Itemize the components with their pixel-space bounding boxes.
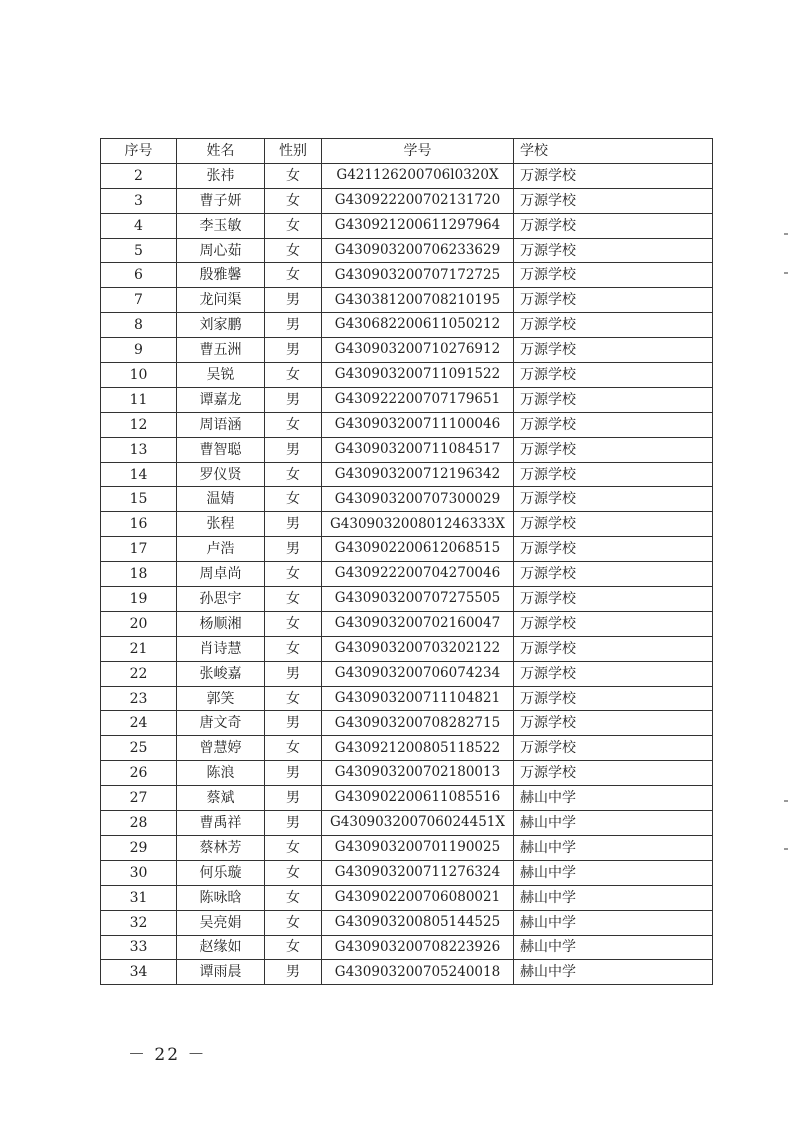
cell-index: 4	[101, 213, 177, 238]
cell-gender: 男	[265, 786, 322, 811]
cell-school: 万源学校	[514, 562, 713, 587]
cell-name: 曹子妍	[177, 188, 265, 213]
cell-index: 34	[101, 960, 177, 985]
cell-school: 万源学校	[514, 587, 713, 612]
cell-student-id: G430922200707179651	[322, 387, 514, 412]
cell-student-id: G430903200705240018	[322, 960, 514, 985]
cell-index: 16	[101, 512, 177, 537]
cell-school: 赫山中学	[514, 835, 713, 860]
table-row	[101, 363, 713, 388]
cell-name: 唐文奇	[177, 711, 265, 736]
cell-student-id: G430903200708223926	[322, 935, 514, 960]
cell-school: 万源学校	[514, 387, 713, 412]
cell-name: 曾慧婷	[177, 736, 265, 761]
cell-index: 6	[101, 263, 177, 288]
cell-student-id: G430903200706074234	[322, 661, 514, 686]
cell-student-id: G430903200711104821	[322, 686, 514, 711]
cell-name: 肖诗慧	[177, 636, 265, 661]
cell-name: 赵缘如	[177, 935, 265, 960]
table-row	[101, 512, 713, 537]
table-row	[101, 238, 713, 263]
cell-student-id: G430922200704270046	[322, 562, 514, 587]
cell-student-id: G421126200706l0320X	[322, 163, 514, 188]
cell-index: 14	[101, 462, 177, 487]
cell-gender: 女	[265, 263, 322, 288]
table-row	[101, 462, 713, 487]
table-row	[101, 910, 713, 935]
cell-gender: 女	[265, 736, 322, 761]
cell-index: 25	[101, 736, 177, 761]
cell-name: 周卓尚	[177, 562, 265, 587]
cell-student-id: G430903200710276912	[322, 338, 514, 363]
cell-index: 30	[101, 860, 177, 885]
table-row	[101, 412, 713, 437]
table-row	[101, 786, 713, 811]
table-row	[101, 611, 713, 636]
cell-index: 22	[101, 661, 177, 686]
cell-name: 卢浩	[177, 537, 265, 562]
cell-index: 19	[101, 587, 177, 612]
table-row	[101, 263, 713, 288]
scan-mark	[784, 233, 788, 235]
cell-index: 33	[101, 935, 177, 960]
cell-student-id: G430902200706080021	[322, 885, 514, 910]
cell-index: 23	[101, 686, 177, 711]
cell-name: 温婧	[177, 487, 265, 512]
cell-student-id: G430682200611050212	[322, 313, 514, 338]
cell-name: 曹禹祥	[177, 811, 265, 836]
scan-mark	[784, 848, 788, 850]
cell-index: 8	[101, 313, 177, 338]
cell-name: 何乐璇	[177, 860, 265, 885]
table-header-row	[101, 139, 713, 164]
cell-gender: 女	[265, 935, 322, 960]
cell-student-id: G430903200805144525	[322, 910, 514, 935]
table-row	[101, 387, 713, 412]
table-row	[101, 761, 713, 786]
cell-student-id: G430903200702160047	[322, 611, 514, 636]
cell-name: 蔡斌	[177, 786, 265, 811]
cell-gender: 男	[265, 387, 322, 412]
cell-index: 15	[101, 487, 177, 512]
header-name: 姓名	[177, 139, 265, 164]
cell-gender: 女	[265, 238, 322, 263]
cell-index: 24	[101, 711, 177, 736]
cell-student-id: G430902200611085516	[322, 786, 514, 811]
cell-gender: 女	[265, 163, 322, 188]
cell-index: 11	[101, 387, 177, 412]
cell-school: 万源学校	[514, 611, 713, 636]
cell-index: 17	[101, 537, 177, 562]
table-row	[101, 661, 713, 686]
cell-student-id: G430921200611297964	[322, 213, 514, 238]
table-row	[101, 835, 713, 860]
header-school: 学校	[514, 139, 713, 164]
cell-school: 万源学校	[514, 213, 713, 238]
cell-name: 曹智聪	[177, 437, 265, 462]
cell-name: 张程	[177, 512, 265, 537]
cell-student-id: G430903200711084517	[322, 437, 514, 462]
cell-student-id: G430903200712196342	[322, 462, 514, 487]
cell-school: 万源学校	[514, 636, 713, 661]
cell-name: 孙思宇	[177, 587, 265, 612]
cell-index: 21	[101, 636, 177, 661]
cell-school: 万源学校	[514, 537, 713, 562]
cell-name: 吴锐	[177, 363, 265, 388]
cell-name: 郭笑	[177, 686, 265, 711]
table-row	[101, 288, 713, 313]
cell-student-id: G430922200702131720	[322, 188, 514, 213]
page-number: － 22 －	[128, 1045, 207, 1065]
cell-school: 万源学校	[514, 711, 713, 736]
cell-name: 谭雨晨	[177, 960, 265, 985]
cell-gender: 女	[265, 562, 322, 587]
cell-index: 13	[101, 437, 177, 462]
cell-name: 杨顺湘	[177, 611, 265, 636]
cell-index: 28	[101, 811, 177, 836]
cell-index: 26	[101, 761, 177, 786]
cell-student-id: G430381200708210195	[322, 288, 514, 313]
cell-gender: 女	[265, 611, 322, 636]
cell-school: 万源学校	[514, 761, 713, 786]
cell-index: 5	[101, 238, 177, 263]
cell-name: 周语涵	[177, 412, 265, 437]
cell-name: 陈浪	[177, 761, 265, 786]
table-row	[101, 885, 713, 910]
cell-name: 张祎	[177, 163, 265, 188]
cell-name: 张峻嘉	[177, 661, 265, 686]
cell-gender: 女	[265, 910, 322, 935]
cell-student-id: G430903200708282715	[322, 711, 514, 736]
cell-index: 10	[101, 363, 177, 388]
cell-index: 29	[101, 835, 177, 860]
cell-school: 万源学校	[514, 188, 713, 213]
table-row	[101, 686, 713, 711]
cell-school: 万源学校	[514, 686, 713, 711]
table-row	[101, 313, 713, 338]
cell-school: 赫山中学	[514, 860, 713, 885]
cell-gender: 男	[265, 313, 322, 338]
cell-gender: 男	[265, 711, 322, 736]
cell-name: 刘家鹏	[177, 313, 265, 338]
cell-index: 9	[101, 338, 177, 363]
cell-school: 万源学校	[514, 736, 713, 761]
table-row	[101, 935, 713, 960]
cell-gender: 女	[265, 860, 322, 885]
cell-school: 万源学校	[514, 512, 713, 537]
cell-gender: 男	[265, 761, 322, 786]
scan-mark	[784, 800, 788, 802]
table-row	[101, 338, 713, 363]
cell-school: 万源学校	[514, 412, 713, 437]
table-row	[101, 811, 713, 836]
cell-index: 32	[101, 910, 177, 935]
cell-student-id: G430903200711091522	[322, 363, 514, 388]
cell-gender: 男	[265, 811, 322, 836]
cell-school: 万源学校	[514, 437, 713, 462]
table-row	[101, 188, 713, 213]
cell-gender: 女	[265, 487, 322, 512]
cell-student-id: G430903200711100046	[322, 412, 514, 437]
cell-gender: 女	[265, 213, 322, 238]
cell-index: 7	[101, 288, 177, 313]
table-row	[101, 711, 713, 736]
table-row	[101, 636, 713, 661]
cell-student-id: G430903200701190025	[322, 835, 514, 860]
cell-student-id: G430903200706024451X	[322, 811, 514, 836]
cell-gender: 女	[265, 885, 322, 910]
cell-student-id: G430903200707300029	[322, 487, 514, 512]
scan-mark	[784, 272, 788, 274]
cell-gender: 男	[265, 437, 322, 462]
cell-name: 曹五洲	[177, 338, 265, 363]
table-row	[101, 437, 713, 462]
cell-gender: 女	[265, 636, 322, 661]
cell-name: 罗仪贤	[177, 462, 265, 487]
cell-school: 万源学校	[514, 661, 713, 686]
cell-student-id: G430903200707172725	[322, 263, 514, 288]
cell-gender: 男	[265, 288, 322, 313]
cell-index: 27	[101, 786, 177, 811]
cell-school: 万源学校	[514, 462, 713, 487]
student-list	[100, 138, 713, 985]
table-row	[101, 960, 713, 985]
cell-school: 赫山中学	[514, 935, 713, 960]
cell-school: 赫山中学	[514, 786, 713, 811]
cell-gender: 女	[265, 835, 322, 860]
cell-index: 20	[101, 611, 177, 636]
table-row	[101, 487, 713, 512]
cell-name: 殷雅馨	[177, 263, 265, 288]
student-table	[100, 138, 713, 985]
cell-name: 李玉敏	[177, 213, 265, 238]
cell-school: 万源学校	[514, 288, 713, 313]
table-row	[101, 736, 713, 761]
cell-name: 陈咏晗	[177, 885, 265, 910]
cell-school: 万源学校	[514, 338, 713, 363]
cell-student-id: G430921200805118522	[322, 736, 514, 761]
cell-school: 万源学校	[514, 263, 713, 288]
table-row	[101, 860, 713, 885]
cell-index: 3	[101, 188, 177, 213]
cell-student-id: G430903200703202122	[322, 636, 514, 661]
cell-gender: 男	[265, 512, 322, 537]
cell-school: 万源学校	[514, 163, 713, 188]
cell-school: 赫山中学	[514, 910, 713, 935]
cell-index: 31	[101, 885, 177, 910]
header-gender: 性别	[265, 139, 322, 164]
cell-gender: 女	[265, 462, 322, 487]
cell-gender: 男	[265, 960, 322, 985]
cell-gender: 女	[265, 587, 322, 612]
cell-index: 2	[101, 163, 177, 188]
cell-gender: 男	[265, 338, 322, 363]
table-row	[101, 213, 713, 238]
cell-student-id: G430903200707275505	[322, 587, 514, 612]
cell-gender: 女	[265, 363, 322, 388]
cell-name: 周心茹	[177, 238, 265, 263]
table-row	[101, 537, 713, 562]
table-row	[101, 163, 713, 188]
cell-gender: 女	[265, 686, 322, 711]
header-index: 序号	[101, 139, 177, 164]
cell-school: 赫山中学	[514, 811, 713, 836]
cell-student-id: G430903200711276324	[322, 860, 514, 885]
cell-name: 龙问渠	[177, 288, 265, 313]
cell-student-id: G430903200706233629	[322, 238, 514, 263]
cell-student-id: G430903200801246333X	[322, 512, 514, 537]
cell-name: 蔡林芳	[177, 835, 265, 860]
cell-name: 谭嘉龙	[177, 387, 265, 412]
cell-gender: 男	[265, 537, 322, 562]
table-row	[101, 587, 713, 612]
cell-student-id: G430902200612068515	[322, 537, 514, 562]
cell-student-id: G430903200702180013	[322, 761, 514, 786]
header-student-id: 学号	[322, 139, 514, 164]
cell-gender: 男	[265, 661, 322, 686]
cell-school: 赫山中学	[514, 960, 713, 985]
cell-gender: 女	[265, 412, 322, 437]
cell-name: 吴亮娟	[177, 910, 265, 935]
cell-gender: 女	[265, 188, 322, 213]
cell-school: 万源学校	[514, 363, 713, 388]
cell-index: 18	[101, 562, 177, 587]
cell-school: 赫山中学	[514, 885, 713, 910]
cell-school: 万源学校	[514, 238, 713, 263]
cell-index: 12	[101, 412, 177, 437]
cell-school: 万源学校	[514, 487, 713, 512]
table-row	[101, 562, 713, 587]
cell-school: 万源学校	[514, 313, 713, 338]
